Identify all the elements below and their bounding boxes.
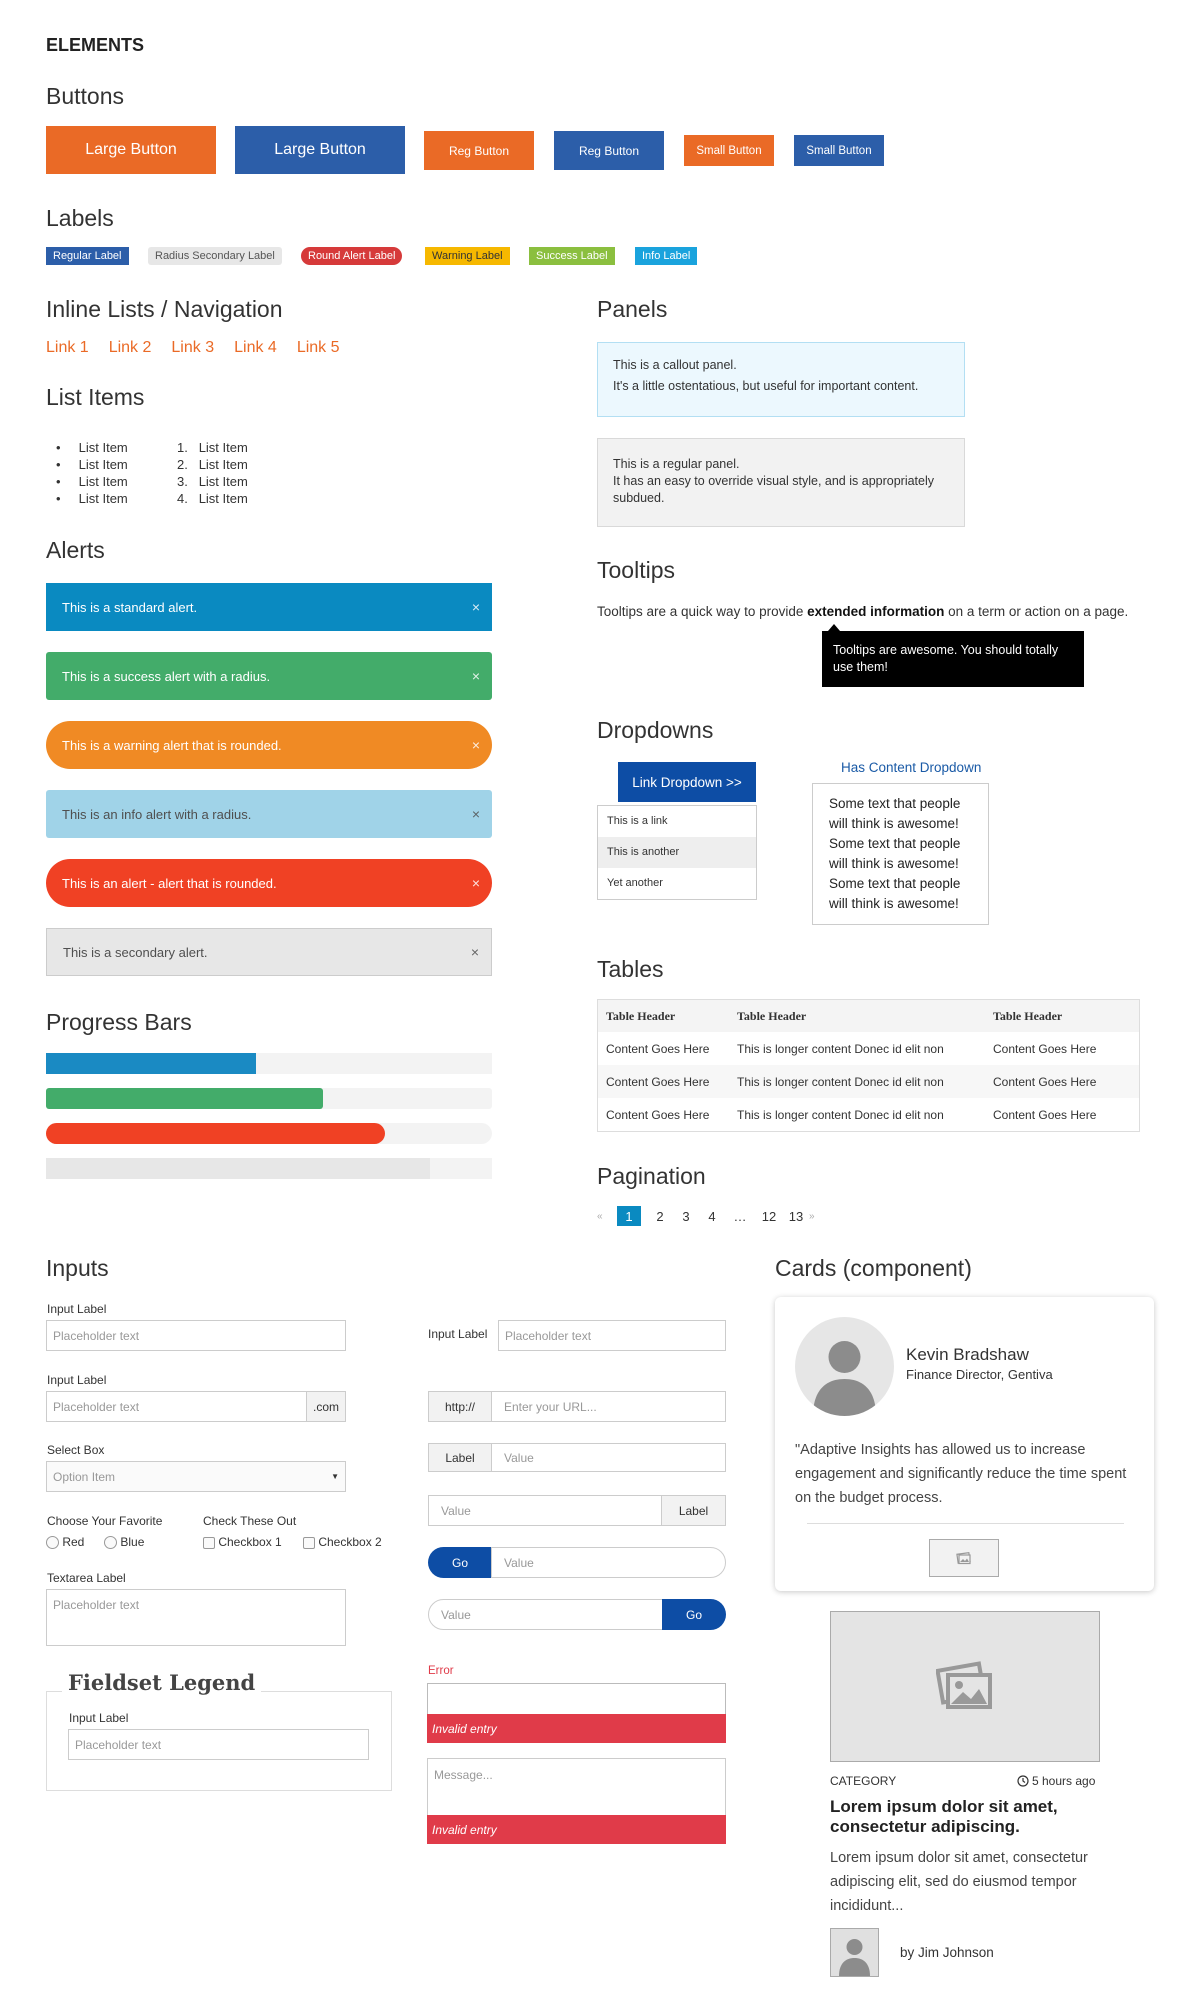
content-dropdown-link[interactable]: Has Content Dropdown [841, 760, 982, 775]
inline-nav [46, 339, 340, 357]
checkbox-icon [203, 1537, 215, 1549]
pagination-page[interactable]: 4 [708, 1208, 716, 1224]
nav-link-2[interactable]: Link 2 [108, 339, 152, 356]
reg-blue-button[interactable]: Reg Button [554, 131, 664, 170]
large-blue-button[interactable]: Large Button [235, 126, 405, 174]
checkbox-icon [303, 1537, 315, 1549]
person-icon [831, 1929, 878, 1976]
alert-info [46, 790, 492, 838]
alert-alert [46, 859, 492, 907]
select-box[interactable]: Option Item ▼ [46, 1461, 346, 1492]
tooltip-arrow [828, 624, 840, 631]
input-label: Input Label [47, 1373, 107, 1387]
label-regular: Regular Label [46, 247, 129, 265]
article-author: by Jim Johnson [900, 1945, 994, 1960]
value-input[interactable]: Value [491, 1443, 726, 1472]
numbered-list [177, 439, 248, 507]
panel-text: This is a regular panel. [613, 457, 740, 471]
label-warning: Warning Label [425, 247, 510, 265]
data-table [597, 999, 1140, 1132]
label-round-alert: Round Alert Label [301, 247, 402, 265]
caret-down-icon: ▼ [331, 1472, 339, 1481]
table-header: Table Header [598, 1000, 729, 1032]
progress-fill [46, 1158, 430, 1179]
nav-link-5[interactable]: Link 5 [296, 339, 340, 356]
alert-text: This is an info alert with a radius. [62, 806, 252, 822]
alert-text: This is a standard alert. [62, 599, 198, 615]
progress-bar [46, 1158, 492, 1179]
labels-heading: Labels [46, 205, 114, 231]
value-input[interactable]: Value [428, 1495, 662, 1526]
domain-input[interactable]: Placeholder text [46, 1391, 307, 1422]
fieldset-input[interactable]: Placeholder text [68, 1729, 369, 1760]
alert-text: This is a warning alert that is rounded. [62, 737, 282, 753]
content-dropdown-panel: Some text that people will think is awesome! Some text that people will think is awesome! Some text that people will think is awesome! [812, 783, 989, 925]
regular-panel [597, 438, 965, 527]
alert-text: This is a success alert with a radius. [62, 668, 271, 684]
textarea[interactable]: Placeholder text [46, 1589, 346, 1646]
cards-heading: Cards (component) [775, 1255, 972, 1281]
progress-bar [46, 1088, 492, 1109]
tooltip: Tooltips are awesome. You should totally use them! [822, 631, 1084, 687]
panel-text: It has an easy to override visual style, and is appropriately subdued. [613, 474, 935, 505]
input-label: Input Label [47, 1302, 107, 1316]
table-cell: Content Goes Here [993, 1107, 1097, 1122]
alert-success [46, 652, 492, 700]
label-postfix: Label [661, 1495, 726, 1526]
message-textarea[interactable]: Message... [427, 1758, 726, 1816]
alert-standard [46, 583, 492, 631]
label-success: Success Label [529, 247, 615, 265]
domain-postfix: .com [306, 1391, 346, 1422]
list-items-heading: List Items [46, 384, 145, 410]
progress-heading: Progress Bars [46, 1009, 192, 1035]
label-radius-secondary: Radius Secondary Label [148, 247, 282, 265]
panel-text: It's a little ostentatious, but useful for important content. [613, 379, 919, 393]
link-dropdown-button[interactable]: Link Dropdown >> [618, 762, 756, 802]
reg-orange-button[interactable]: Reg Button [424, 131, 534, 170]
panels-heading: Panels [597, 296, 668, 322]
nav-link-1[interactable]: Link 1 [46, 339, 89, 356]
card-divider [807, 1523, 1124, 1524]
table-cell: This is longer content Donec id elit non [737, 1107, 944, 1122]
list-item: 1. List Item [177, 440, 248, 455]
url-prefix: http:// [428, 1391, 492, 1422]
pagination-prev[interactable]: « [597, 1210, 603, 1222]
pagination-next[interactable]: » [809, 1210, 815, 1222]
list-item: 3. List Item [177, 474, 248, 489]
tooltip-term[interactable]: extended information [807, 604, 945, 619]
table-cell: Content Goes Here [606, 1107, 710, 1122]
dropdown-menu [597, 805, 757, 900]
pagination-page[interactable]: 3 [682, 1208, 690, 1224]
progress-bar [46, 1053, 492, 1074]
image-icon [956, 1551, 972, 1565]
inputs-heading: Inputs [46, 1255, 109, 1281]
page-title: ELEMENTS [46, 35, 145, 55]
person-icon [795, 1317, 894, 1416]
url-input[interactable]: Enter your URL... [491, 1391, 726, 1422]
table-row [598, 1065, 1139, 1098]
pagination-page[interactable]: 2 [656, 1208, 664, 1224]
table-cell: This is longer content Donec id elit non [737, 1041, 944, 1056]
buttons-heading: Buttons [46, 83, 124, 109]
checkbox-2[interactable]: Checkbox 2 [303, 1535, 382, 1549]
nav-link-3[interactable]: Link 3 [171, 339, 215, 356]
go-button[interactable]: Go [662, 1599, 726, 1630]
avatar [795, 1317, 894, 1416]
list-item: 4. List Item [177, 491, 248, 506]
textarea-label: Textarea Label [47, 1571, 126, 1585]
radio-icon [46, 1536, 59, 1549]
select-label: Select Box [47, 1443, 105, 1457]
pagination-page[interactable]: 13 [788, 1208, 804, 1224]
checkbox-1[interactable]: Checkbox 1 [203, 1535, 282, 1549]
input-label: Input Label [69, 1711, 129, 1725]
list-item: • List Item [56, 491, 128, 506]
progress-bar [46, 1123, 492, 1144]
image-icon [936, 1661, 994, 1713]
progress-fill [46, 1053, 256, 1074]
fieldset-legend: Fieldset Legend [62, 1670, 261, 1695]
nav-link-4[interactable]: Link 4 [234, 339, 277, 356]
table-header: Table Header [729, 1000, 985, 1032]
card-quote: "Adaptive Insights has allowed us to increase engagement and significantly reduce the time spent on the budget process. [795, 1442, 1127, 1506]
clock-icon [1017, 1775, 1029, 1787]
alert-warning [46, 721, 492, 769]
dropdown-item[interactable]: Yet another [607, 877, 663, 889]
pagination-ellipsis: … [733, 1208, 747, 1224]
bullet-list [56, 439, 128, 507]
inline-input[interactable]: Placeholder text [498, 1320, 726, 1351]
card-image-button[interactable] [929, 1539, 999, 1577]
close-icon[interactable]: × [470, 944, 479, 960]
value-input[interactable]: Value [428, 1599, 663, 1630]
value-input[interactable]: Value [491, 1547, 726, 1578]
table-row [598, 1098, 1139, 1131]
pagination-page[interactable]: 12 [761, 1208, 777, 1224]
label-info: Info Label [635, 247, 697, 265]
dropdowns-heading: Dropdowns [597, 717, 714, 743]
close-icon[interactable]: × [471, 737, 480, 753]
label-prefix: Label [428, 1443, 492, 1472]
article-title[interactable]: Lorem ipsum dolor sit amet, consectetur adipiscing. [830, 1797, 1058, 1836]
radio-group-label: Choose Your Favorite [47, 1514, 163, 1528]
alert-text: This is an alert - alert that is rounded. [62, 875, 277, 891]
alerts-heading: Alerts [46, 537, 105, 563]
article-time: 5 hours ago [1017, 1774, 1095, 1788]
error-message: Invalid entry [427, 1815, 726, 1844]
close-icon[interactable]: × [471, 599, 480, 615]
tooltips-heading: Tooltips [597, 557, 675, 583]
go-button[interactable]: Go [428, 1547, 492, 1578]
radio-icon [104, 1536, 117, 1549]
author-avatar [830, 1928, 879, 1977]
inline-nav-heading: Inline Lists / Navigation [46, 296, 283, 322]
table-cell: Content Goes Here [598, 1065, 729, 1098]
inline-input-label: Input Label [428, 1327, 488, 1341]
progress-fill [46, 1088, 323, 1109]
alert-secondary [46, 928, 492, 976]
close-icon[interactable]: × [471, 875, 480, 891]
card-name: Kevin Bradshaw [906, 1345, 1029, 1364]
list-item: 2. List Item [177, 457, 248, 472]
tables-heading: Tables [597, 956, 664, 982]
error-label: Error [428, 1665, 454, 1677]
callout-panel [597, 342, 965, 417]
pagination [597, 1206, 825, 1226]
article-category: CATEGORY [830, 1774, 897, 1788]
table-cell: This is longer content Donec id elit non [729, 1065, 985, 1098]
list-item: • List Item [56, 474, 128, 489]
close-icon[interactable]: × [471, 806, 480, 822]
checkbox-group-label: Check These Out [203, 1514, 297, 1528]
table-cell: Content Goes Here [606, 1041, 710, 1056]
dropdown-item[interactable]: This is another [598, 837, 756, 868]
close-icon[interactable]: × [471, 668, 480, 684]
list-item: • List Item [56, 440, 128, 455]
card-role: Finance Director, Gentiva [906, 1367, 1053, 1382]
table-cell: Content Goes Here [993, 1041, 1097, 1056]
panel-text: This is a callout panel. [613, 358, 737, 372]
article-image [830, 1611, 1100, 1762]
error-input[interactable] [427, 1683, 726, 1715]
list-item: • List Item [56, 457, 128, 472]
pagination-heading: Pagination [597, 1163, 706, 1189]
small-orange-button[interactable]: Small Button [684, 135, 774, 166]
table-row [598, 1032, 1139, 1065]
radio-red[interactable]: Red [46, 1535, 84, 1549]
radio-blue[interactable]: Blue [104, 1535, 144, 1549]
progress-fill [46, 1123, 385, 1144]
dropdown-item[interactable]: This is a link [607, 815, 668, 827]
error-message: Invalid entry [427, 1714, 726, 1743]
small-blue-button[interactable]: Small Button [794, 135, 884, 166]
article-body: Lorem ipsum dolor sit amet, consectetur adipiscing elit, sed do eiusmod tempor incididunt... [830, 1850, 1088, 1914]
text-input[interactable]: Placeholder text [46, 1320, 346, 1351]
tooltip-sentence: Tooltips are a quick way to provide extended information on a term or action on a page. [597, 604, 1129, 619]
table-header: Table Header [985, 1000, 1139, 1032]
alert-text: This is a secondary alert. [63, 944, 208, 960]
table-cell: Content Goes Here [985, 1065, 1139, 1098]
large-orange-button[interactable]: Large Button [46, 126, 216, 174]
pagination-page-current[interactable]: 1 [617, 1206, 641, 1226]
